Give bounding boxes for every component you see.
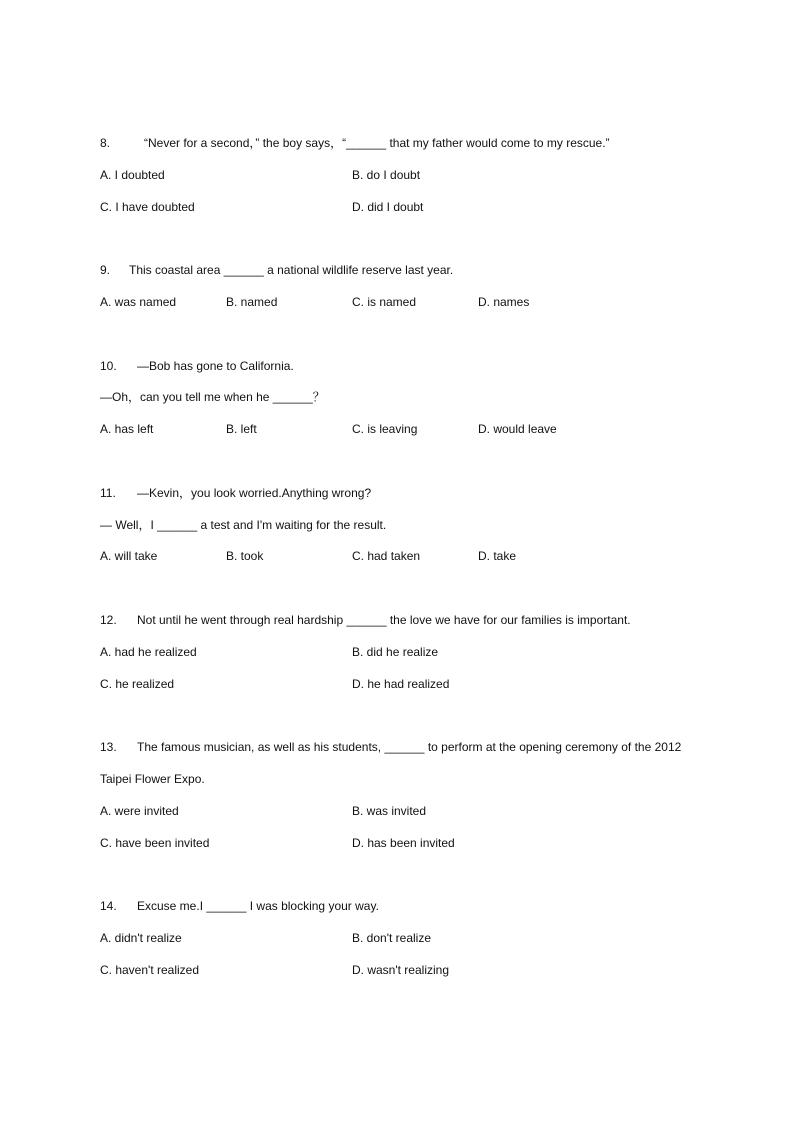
option-a[interactable]: A. was named: [100, 295, 177, 309]
question-stem: “Never for a second，” the boy says，“______ that my father would come to my rescue.”: [144, 136, 610, 150]
question-stem: —Bob has gone to California.: [137, 359, 294, 373]
question-stem: Not until he went through real hardship ______ the love we have for our families is important.: [137, 613, 631, 627]
option-a[interactable]: A. were invited: [100, 804, 179, 818]
option-d[interactable]: D. would leave: [478, 422, 557, 436]
question-stem: This coastal area ______ a national wildlife reserve last year.: [129, 263, 454, 277]
option-d[interactable]: D. take: [478, 549, 517, 563]
question-number: 10.: [100, 359, 117, 373]
option-a[interactable]: A. didn't realize: [100, 931, 182, 945]
question-9: [100, 262, 453, 278]
option-a[interactable]: A. has left: [100, 422, 154, 436]
option-b[interactable]: B. was invited: [352, 804, 427, 818]
option-b[interactable]: B. do I doubt: [352, 168, 421, 182]
option-c[interactable]: C. have been invited: [100, 836, 210, 850]
question-13-line-2: Taipei Flower Expo.: [100, 772, 205, 786]
question-13: [100, 739, 681, 755]
question-10: [100, 358, 294, 374]
option-c[interactable]: C. I have doubted: [100, 200, 195, 214]
question-8: [100, 135, 610, 151]
question-11: [100, 485, 371, 501]
option-b[interactable]: B. don't realize: [352, 931, 432, 945]
option-b[interactable]: B. named: [226, 295, 278, 309]
option-c[interactable]: C. had taken: [352, 549, 421, 563]
option-d[interactable]: D. names: [478, 295, 530, 309]
question-stem: The famous musician, as well as his students, ______ to perform at the opening ceremony of the 2012: [137, 740, 682, 754]
option-b[interactable]: B. left: [226, 422, 257, 436]
question-number: 8.: [100, 136, 111, 150]
option-c[interactable]: C. is leaving: [352, 422, 418, 436]
question-number: 12.: [100, 613, 117, 627]
option-a[interactable]: A. had he realized: [100, 645, 197, 659]
option-a[interactable]: A. I doubted: [100, 168, 165, 182]
option-b[interactable]: B. took: [226, 549, 264, 563]
option-d[interactable]: D. did I doubt: [352, 200, 424, 214]
question-12: [100, 612, 631, 628]
question-number: 13.: [100, 740, 117, 754]
option-d[interactable]: D. wasn't realizing: [352, 963, 449, 977]
question-stem: —Kevin，you look worried.Anything wrong?: [137, 486, 372, 500]
option-c[interactable]: C. haven't realized: [100, 963, 200, 977]
option-c[interactable]: C. he realized: [100, 677, 175, 691]
question-number: 14.: [100, 899, 117, 913]
question-11-line-2: — Well，I ______ a test and I'm waiting for the result.: [100, 518, 387, 532]
question-stem: Excuse me.I ______ I was blocking your way.: [137, 899, 379, 913]
question-10-line-2: —Oh，can you tell me when he ______？: [100, 390, 325, 404]
option-a[interactable]: A. will take: [100, 549, 158, 563]
option-b[interactable]: B. did he realize: [352, 645, 439, 659]
option-c[interactable]: C. is named: [352, 295, 417, 309]
question-number: 9.: [100, 263, 111, 277]
question-number: 11.: [100, 486, 116, 500]
option-d[interactable]: D. has been invited: [352, 836, 455, 850]
option-d[interactable]: D. he had realized: [352, 677, 450, 691]
question-14: [100, 898, 379, 914]
